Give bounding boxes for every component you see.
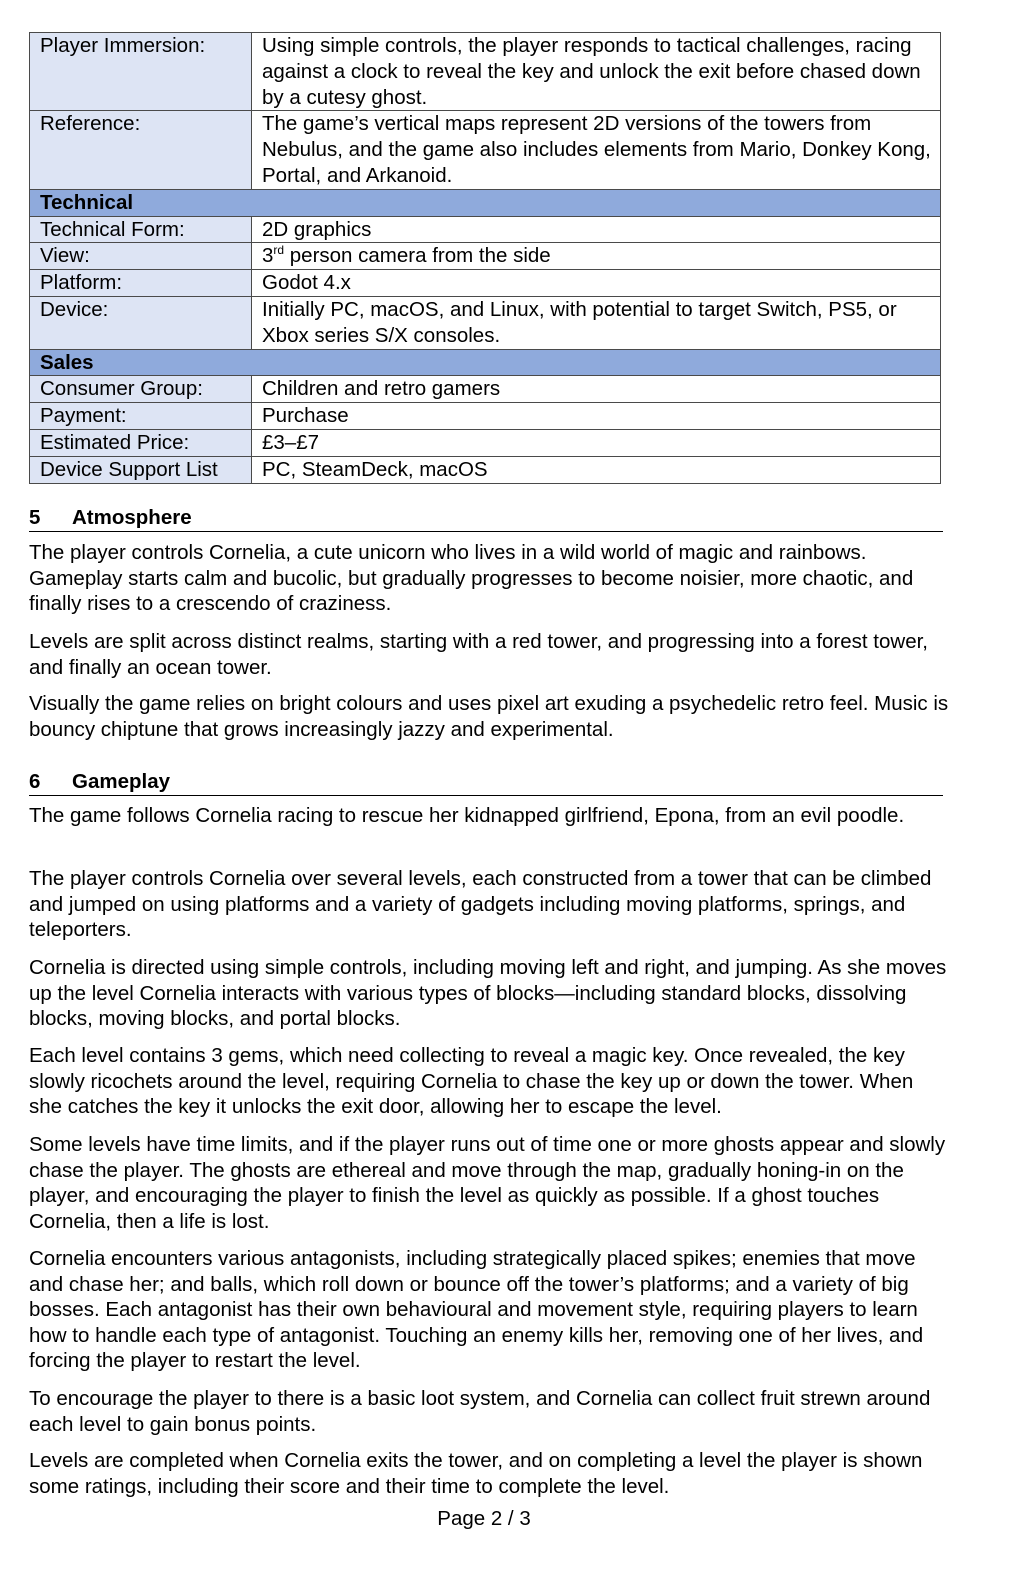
row-label: Estimated Price: [30, 429, 252, 456]
table-row [30, 243, 941, 270]
table-row [30, 296, 941, 349]
row-label: Consumer Group: [30, 376, 252, 403]
paragraph: Cornelia encounters various antagonists, including strategically placed spikes; enemies that move and chase her; and balls, which roll down or bounce off the tower’s platforms; and a variety of big bosses. Each antagonist has their own behavioural and movement style, requiring players to learn how to handle each type of antagonist. Touching an enemy kills her, removing one of her lives, and forcing the player to restart the level. [29, 1247, 924, 1372]
view-value-number: 3 [262, 244, 274, 268]
row-value: Using simple controls, the player responds to tactical challenges, racing against a clock to reveal the key and unlock the exit before chased down by a cutesy ghost. [252, 33, 941, 111]
section-title: Gameplay [72, 770, 170, 793]
row-label: Technical Form: [30, 216, 252, 243]
paragraph: Levels are completed when Cornelia exits the tower, and on completing a level the player is shown some ratings, including their score and their time to complete the level. [29, 1449, 923, 1498]
row-label: Player Immersion: [30, 33, 252, 111]
section-heading-gameplay [29, 769, 943, 796]
paragraph: Each level contains 3 gems, which need collecting to reveal a magic key. Once revealed, the key slowly ricochets around the level, requiring Cornelia to chase the key up or down the tower. When she catches the key it unlocks the exit door, allowing her to escape the level. [29, 1044, 914, 1118]
section-title: Sales [30, 349, 941, 376]
page-number: Page 2 / 3 [437, 1507, 531, 1530]
row-value: Children and retro gamers [252, 376, 941, 403]
ordinal-suffix: rd [273, 243, 285, 258]
row-value: £3–£7 [252, 429, 941, 456]
row-value [252, 243, 941, 270]
table-row [30, 403, 941, 430]
row-label: Device: [30, 296, 252, 349]
table-row [30, 270, 941, 297]
row-label: Payment: [30, 403, 252, 430]
view-value-text: person camera from the side [284, 244, 551, 268]
section-title: Atmosphere [72, 506, 192, 529]
paragraph: Levels are split across distinct realms, starting with a red tower, and progressing into a forest tower, and finally an ocean tower. [29, 630, 928, 679]
row-label: Device Support List [30, 456, 252, 483]
section-title: Technical [30, 189, 941, 216]
table-row [30, 216, 941, 243]
row-value: The game’s vertical maps represent 2D versions of the towers from Nebulus, and the game also includes elements from Mario, Donkey Kong, Portal, and Arkanoid. [252, 111, 941, 189]
paragraph: The player controls Cornelia, a cute unicorn who lives in a wild world of magic and rainbows. Gameplay starts calm and bucolic, but gradually progresses to become noisier, more chaotic, and finally rises to a crescendo of craziness. [29, 541, 914, 615]
row-label: Platform: [30, 270, 252, 297]
paragraph: The game follows Cornelia racing to rescue her kidnapped girlfriend, Epona, from an evil poodle. [29, 804, 905, 827]
row-label: View: [30, 243, 252, 270]
section-header-technical [30, 189, 941, 216]
row-value: Initially PC, macOS, and Linux, with potential to target Switch, PS5, or Xbox series S/X consoles. [252, 296, 941, 349]
row-value: Godot 4.x [252, 270, 941, 297]
section-header-sales [30, 349, 941, 376]
table-row [30, 111, 941, 189]
paragraph: The player controls Cornelia over several levels, each constructed from a tower that can be climbed and jumped on using platforms and a variety of gadgets including moving platforms, springs, and teleporters. [29, 867, 932, 941]
row-value: Purchase [252, 403, 941, 430]
paragraph: Visually the game relies on bright colours and uses pixel art exuding a psychedelic retro feel. Music is bouncy chiptune that grows increasingly jazzy and experimental. [29, 692, 949, 741]
section-number: 6 [29, 770, 41, 793]
table-row [30, 376, 941, 403]
row-value: 2D graphics [252, 216, 941, 243]
table-row [30, 456, 941, 483]
paragraph: Cornelia is directed using simple controls, including moving left and right, and jumping. As she moves up the level Cornelia interacts with various types of blocks—including standard blocks, dissolving blocks, moving blocks, and portal blocks. [29, 956, 947, 1030]
spec-table [29, 32, 941, 484]
row-value: PC, SteamDeck, macOS [252, 456, 941, 483]
paragraph: To encourage the player to there is a basic loot system, and Cornelia can collect fruit strewn around each level to gain bonus points. [29, 1387, 931, 1436]
table-row [30, 429, 941, 456]
section-number: 5 [29, 506, 41, 529]
row-label: Reference: [30, 111, 252, 189]
paragraph: Some levels have time limits, and if the player runs out of time one or more ghosts appear and slowly chase the player. The ghosts are ethereal and move through the map, gradually honing-in on the player, and encouraging the player to finish the level as quickly as possible. If a ghost touches Cornelia, then a life is lost. [29, 1133, 946, 1233]
section-heading-atmosphere [29, 505, 943, 532]
table-row [30, 33, 941, 111]
